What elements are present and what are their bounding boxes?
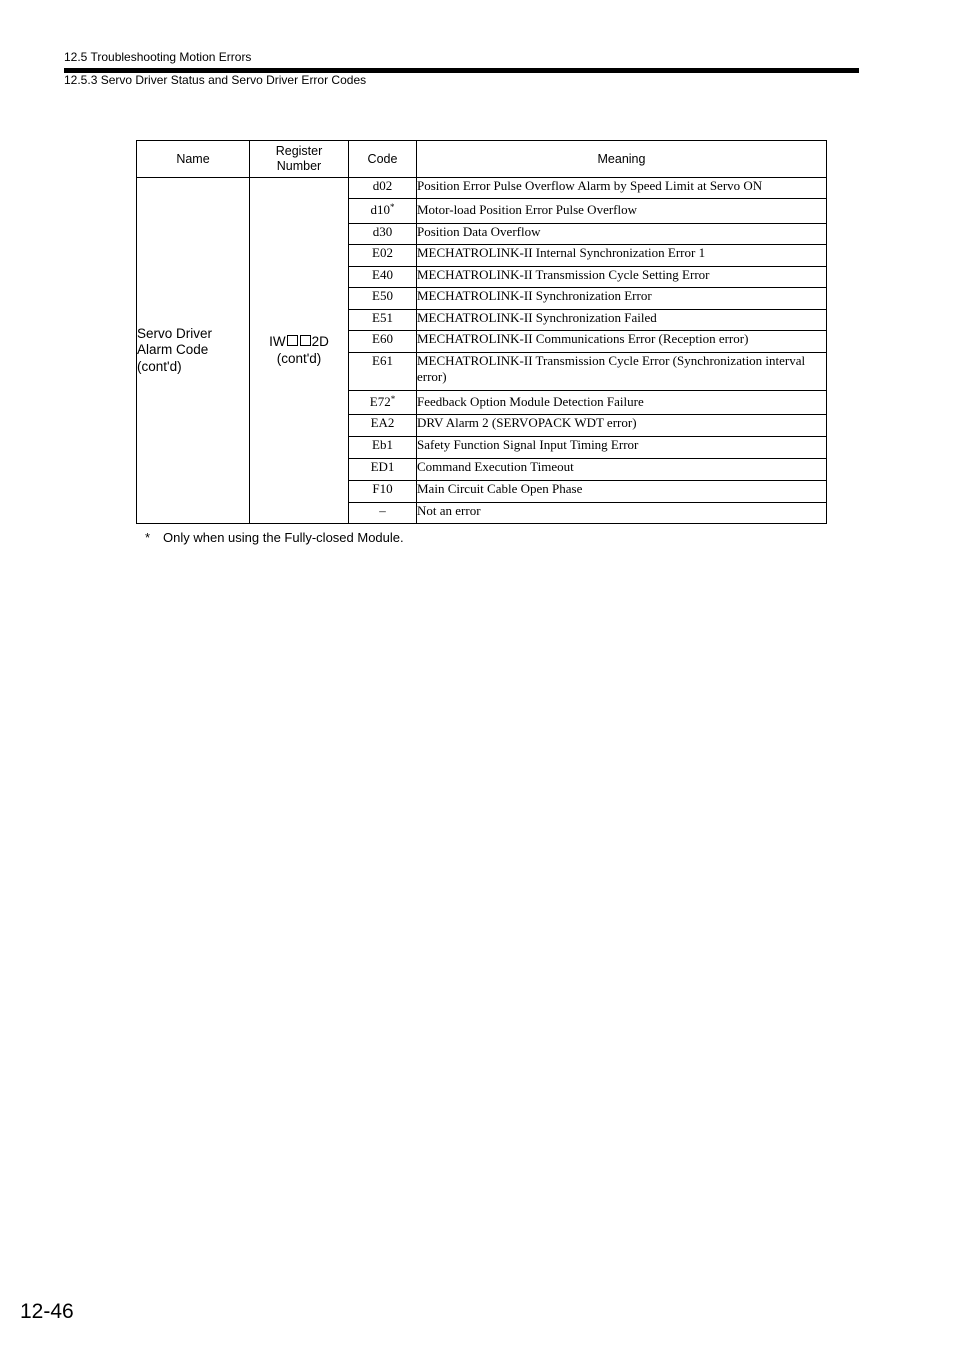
placeholder-box-icon — [287, 335, 298, 346]
code-cell — [349, 437, 417, 459]
code-cell — [349, 199, 417, 224]
footnote-text: Only when using the Fully-closed Module. — [163, 530, 404, 545]
meaning-cell: DRV Alarm 2 (SERVOPACK WDT error) — [417, 415, 827, 437]
meaning-cell: Position Data Overflow — [417, 224, 827, 245]
code-cell — [349, 459, 417, 481]
code-cell — [349, 310, 417, 331]
name-cell — [137, 178, 250, 524]
code-cell — [349, 245, 417, 267]
footnote-mark: * — [145, 530, 151, 545]
meaning-cell: Safety Function Signal Input Timing Error — [417, 437, 827, 459]
code-cell — [349, 503, 417, 524]
name-line3: (cont'd) — [137, 358, 182, 374]
code-text: E60 — [372, 331, 393, 346]
code-text: d02 — [372, 178, 393, 193]
register-line2: (cont'd) — [276, 350, 322, 366]
section-header: 12.5 Troubleshooting Motion Errors — [64, 50, 252, 64]
header-code: Code — [349, 141, 417, 178]
meaning-cell: Main Circuit Cable Open Phase — [417, 481, 827, 503]
meaning-cell: MECHATROLINK-II Synchronization Failed — [417, 310, 827, 331]
footnote — [145, 530, 404, 545]
code-text: E61 — [372, 353, 393, 368]
code-cell — [349, 224, 417, 245]
code-text: – — [379, 503, 386, 518]
code-text: F10 — [372, 481, 393, 496]
header-register — [250, 141, 349, 178]
code-text: d30 — [372, 224, 393, 239]
meaning-cell: Position Error Pulse Overflow Alarm by Speed Limit at Servo ON — [417, 178, 827, 199]
meaning-cell: MECHATROLINK-II Internal Synchronization Error 1 — [417, 245, 827, 267]
code-text: E40 — [372, 267, 393, 282]
code-cell — [349, 391, 417, 415]
name-line2: Alarm Code — [137, 342, 209, 358]
code-text: Eb1 — [372, 437, 393, 452]
subsection-header: 12.5.3 Servo Driver Status and Servo Driver Error Codes — [64, 73, 367, 87]
table-row — [137, 178, 827, 199]
table-header-row — [137, 141, 827, 178]
code-text: E51 — [372, 310, 393, 325]
header-register-line2: Number — [276, 159, 322, 173]
register-cell — [250, 178, 349, 524]
code-text: E02 — [372, 245, 393, 260]
code-cell — [349, 353, 417, 391]
header-name: Name — [137, 141, 250, 178]
code-text: EA2 — [370, 415, 395, 430]
code-cell — [349, 331, 417, 353]
meaning-cell: MECHATROLINK-II Transmission Cycle Setting Error — [417, 267, 827, 288]
register-suffix: 2D — [311, 334, 329, 349]
register-prefix: IW — [269, 334, 286, 349]
error-code-table — [136, 140, 827, 524]
meaning-cell: Not an error — [417, 503, 827, 524]
placeholder-box-icon — [300, 335, 311, 346]
meaning-cell: Motor-load Position Error Pulse Overflow — [417, 199, 827, 224]
meaning-cell: MECHATROLINK-II Synchronization Error — [417, 288, 827, 310]
meaning-cell: Feedback Option Module Detection Failure — [417, 391, 827, 415]
name-line1: Servo Driver — [137, 325, 213, 341]
code-cell — [349, 178, 417, 199]
meaning-cell: Command Execution Timeout — [417, 459, 827, 481]
code-cell — [349, 288, 417, 310]
page-number: 12-46 — [20, 1300, 74, 1323]
code-cell — [349, 415, 417, 437]
meaning-cell: MECHATROLINK-II Communications Error (Reception error) — [417, 331, 827, 353]
header-register-line1: Register — [275, 144, 323, 158]
footnote-ref: * — [390, 394, 396, 404]
code-text: d10 — [370, 202, 390, 217]
footnote-ref: * — [390, 202, 395, 212]
meaning-cell: MECHATROLINK-II Transmission Cycle Error (Synchronization interval error) — [417, 353, 827, 391]
code-text: E50 — [372, 288, 393, 303]
code-text: ED1 — [370, 459, 395, 474]
header-meaning: Meaning — [417, 141, 827, 178]
table-body — [137, 178, 827, 524]
code-text: E72 — [369, 394, 391, 409]
code-cell — [349, 267, 417, 288]
code-cell — [349, 481, 417, 503]
